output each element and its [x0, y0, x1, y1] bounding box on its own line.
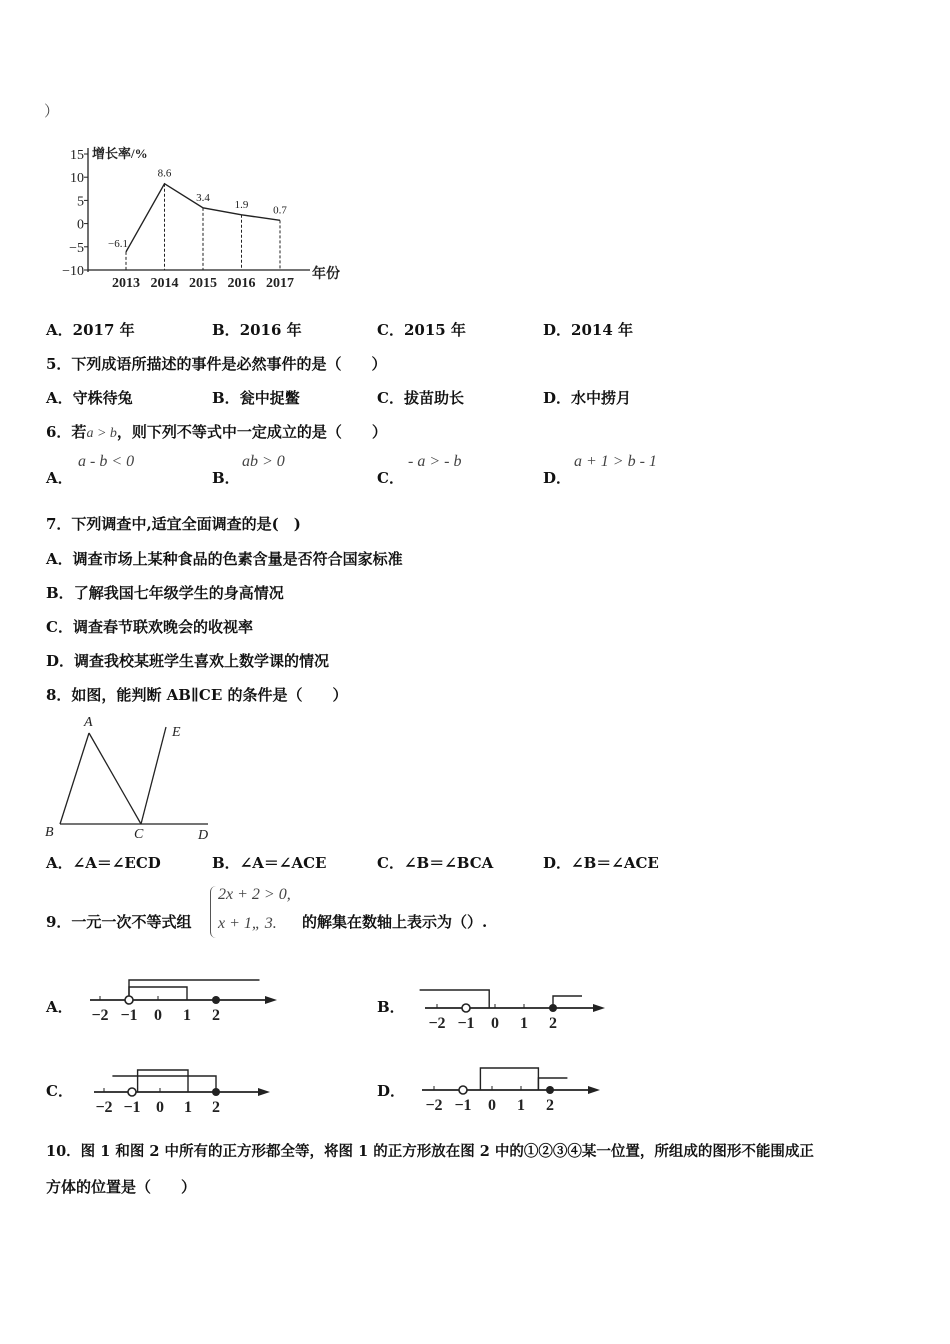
- q7-stem: 7．下列调查中,适宜全面调查的是( ): [46, 515, 301, 533]
- label-d: D: [198, 828, 209, 842]
- closed-point: [549, 1004, 557, 1012]
- data-label: 3.4: [196, 191, 210, 204]
- tick-label: −2: [91, 1007, 109, 1024]
- open-point: [459, 1086, 467, 1094]
- q6-option-b[interactable]: B．: [212, 469, 240, 487]
- x-tick-label: 2017: [266, 276, 294, 290]
- axis-arrow: [593, 1004, 605, 1012]
- x-axis-label: 年份: [312, 267, 340, 282]
- segment-ce: [141, 727, 166, 824]
- tick-label: −1: [123, 1099, 141, 1116]
- q8-option-b[interactable]: B．∠A＝∠ACE: [212, 854, 327, 872]
- q9-stem-post: 的解集在数轴上表示为（）.: [302, 913, 488, 931]
- q9-stem-pre: 9．一元一次不等式组: [46, 913, 192, 931]
- label-a: A: [84, 715, 93, 730]
- q5-option-d[interactable]: D．水中捞月: [543, 389, 632, 407]
- tick-label: 2: [549, 1015, 557, 1032]
- tick-label: −1: [454, 1097, 472, 1114]
- tick-label: −1: [120, 1007, 138, 1024]
- segment-ab: [60, 733, 89, 824]
- q7-option-a[interactable]: A．调查市场上某种食品的色素含量是否符合国家标准: [46, 550, 403, 568]
- label-c: C: [134, 827, 144, 842]
- q6-stem: 6．若a > b，则下列不等式中一定成立的是（ ）: [46, 423, 387, 441]
- tick-label: 0: [491, 1015, 499, 1032]
- q9-number-line-b[interactable]: [413, 978, 613, 1048]
- tick-label: −2: [425, 1097, 443, 1114]
- q5-option-a[interactable]: A．守株待兔: [46, 389, 133, 407]
- q4-option-c[interactable]: C．2015 年: [377, 321, 466, 339]
- q10-stem-line1: 10．图 1 和图 2 中所有的正方形都全等，将图 1 的正方形放在图 2 中的①②③④某一位置，所组成的图形不能围成正: [46, 1143, 814, 1160]
- y-tick-label: −5: [69, 240, 84, 256]
- q9-option-a[interactable]: A．: [46, 998, 73, 1016]
- closed-point: [212, 996, 220, 1004]
- tick-label: −1: [457, 1015, 475, 1032]
- q9-option-c[interactable]: C．: [46, 1082, 73, 1100]
- tick-label: 1: [184, 1099, 192, 1116]
- tick-label: −2: [428, 1015, 446, 1032]
- fragment-paren: ）: [44, 102, 60, 120]
- tick-label: 1: [183, 1007, 191, 1024]
- y-tick-label: 0: [77, 217, 84, 233]
- y-tick-label: −10: [62, 264, 84, 279]
- q5-stem: 5．下列成语所描述的事件是必然事件的是（ ）: [46, 355, 387, 373]
- x-tick-label: 2016: [227, 276, 256, 290]
- y-axis-label: 增长率/%: [92, 146, 148, 161]
- q5-option-b[interactable]: B．瓮中捉鳖: [212, 389, 300, 407]
- q6-option-c-math: - a > - b: [408, 453, 462, 470]
- tick-label: 2: [212, 1007, 220, 1024]
- solution-bracket: [553, 996, 582, 1008]
- q9-number-line-a[interactable]: [80, 970, 280, 1040]
- q6-option-c[interactable]: C．: [377, 469, 404, 487]
- q4-option-d[interactable]: D．2014 年: [543, 321, 633, 339]
- q9-system-brace: [210, 886, 217, 938]
- y-tick-label: 15: [70, 148, 84, 163]
- q10-stem-line2: 方体的位置是（ ）: [46, 1178, 197, 1196]
- q6-option-d[interactable]: D．: [543, 469, 572, 487]
- q6-option-b-math: ab > 0: [242, 453, 285, 470]
- closed-point: [212, 1088, 220, 1096]
- y-tick-label: 10: [70, 171, 84, 187]
- data-label: 0.7: [273, 204, 287, 217]
- solution-bracket: [420, 990, 490, 1008]
- tick-label: 0: [156, 1099, 164, 1116]
- axis-arrow: [588, 1086, 600, 1094]
- q9-number-line-c[interactable]: [80, 1062, 280, 1132]
- tick-label: 2: [546, 1097, 554, 1114]
- q7-option-b[interactable]: B．了解我国七年级学生的身高情况: [46, 584, 284, 602]
- q4-option-a[interactable]: A．2017 年: [46, 321, 135, 339]
- data-label: −6.1: [108, 237, 128, 250]
- q8-option-c[interactable]: C．∠B＝∠BCA: [377, 854, 494, 872]
- open-point: [125, 996, 133, 1004]
- q6-option-a-math: a - b < 0: [78, 453, 135, 470]
- data-label: 8.6: [157, 167, 172, 180]
- q8-figure: [40, 712, 220, 842]
- q6-option-d-math: a + 1 > b - 1: [574, 453, 657, 470]
- growth-rate-chart: [48, 140, 348, 290]
- x-tick-label: 2013: [112, 276, 140, 290]
- tick-label: −2: [95, 1099, 113, 1116]
- axis-arrow: [265, 996, 277, 1004]
- q6-condition: a > b: [86, 426, 117, 441]
- segment-ac: [89, 733, 141, 824]
- q7-option-d[interactable]: D．调查我校某班学生喜欢上数学课的情况: [46, 652, 330, 670]
- tick-label: 0: [488, 1097, 496, 1114]
- x-tick-label: 2015: [189, 276, 217, 290]
- q4-option-b[interactable]: B．2016 年: [212, 321, 302, 339]
- open-point: [128, 1088, 136, 1096]
- q9-option-b[interactable]: B．: [377, 998, 405, 1016]
- y-tick-label: 5: [77, 194, 84, 210]
- axis-arrow: [258, 1088, 270, 1096]
- q8-stem: 8．如图，能判断 AB∥CE 的条件是（ ）: [46, 686, 348, 704]
- q9-system-line2: x + 1„ 3.: [218, 915, 277, 932]
- q5-option-c[interactable]: C．拔苗助长: [377, 389, 464, 407]
- tick-label: 2: [212, 1099, 220, 1116]
- q7-option-c[interactable]: C．调查春节联欢晚会的收视率: [46, 618, 253, 636]
- q6-option-a[interactable]: A．: [46, 469, 73, 487]
- tick-label: 1: [517, 1097, 525, 1114]
- closed-point: [546, 1086, 554, 1094]
- q9-system-line1: 2x + 2 > 0,: [218, 886, 291, 903]
- solution-bracket: [129, 980, 260, 1000]
- open-point: [462, 1004, 470, 1012]
- x-tick-label: 2014: [150, 276, 179, 290]
- solution-bracket: [480, 1068, 538, 1090]
- q8-option-d[interactable]: D．∠B＝∠ACE: [543, 854, 659, 872]
- q9-number-line-d[interactable]: [410, 1056, 610, 1126]
- tick-label: 1: [520, 1015, 528, 1032]
- q9-option-d[interactable]: D．: [377, 1082, 406, 1100]
- label-b: B: [45, 825, 54, 840]
- label-e: E: [172, 725, 181, 740]
- tick-label: 0: [154, 1007, 162, 1024]
- solution-bracket: [138, 1070, 188, 1092]
- q8-option-a[interactable]: A．∠A＝∠ECD: [46, 854, 161, 872]
- data-label: 1.9: [234, 198, 249, 211]
